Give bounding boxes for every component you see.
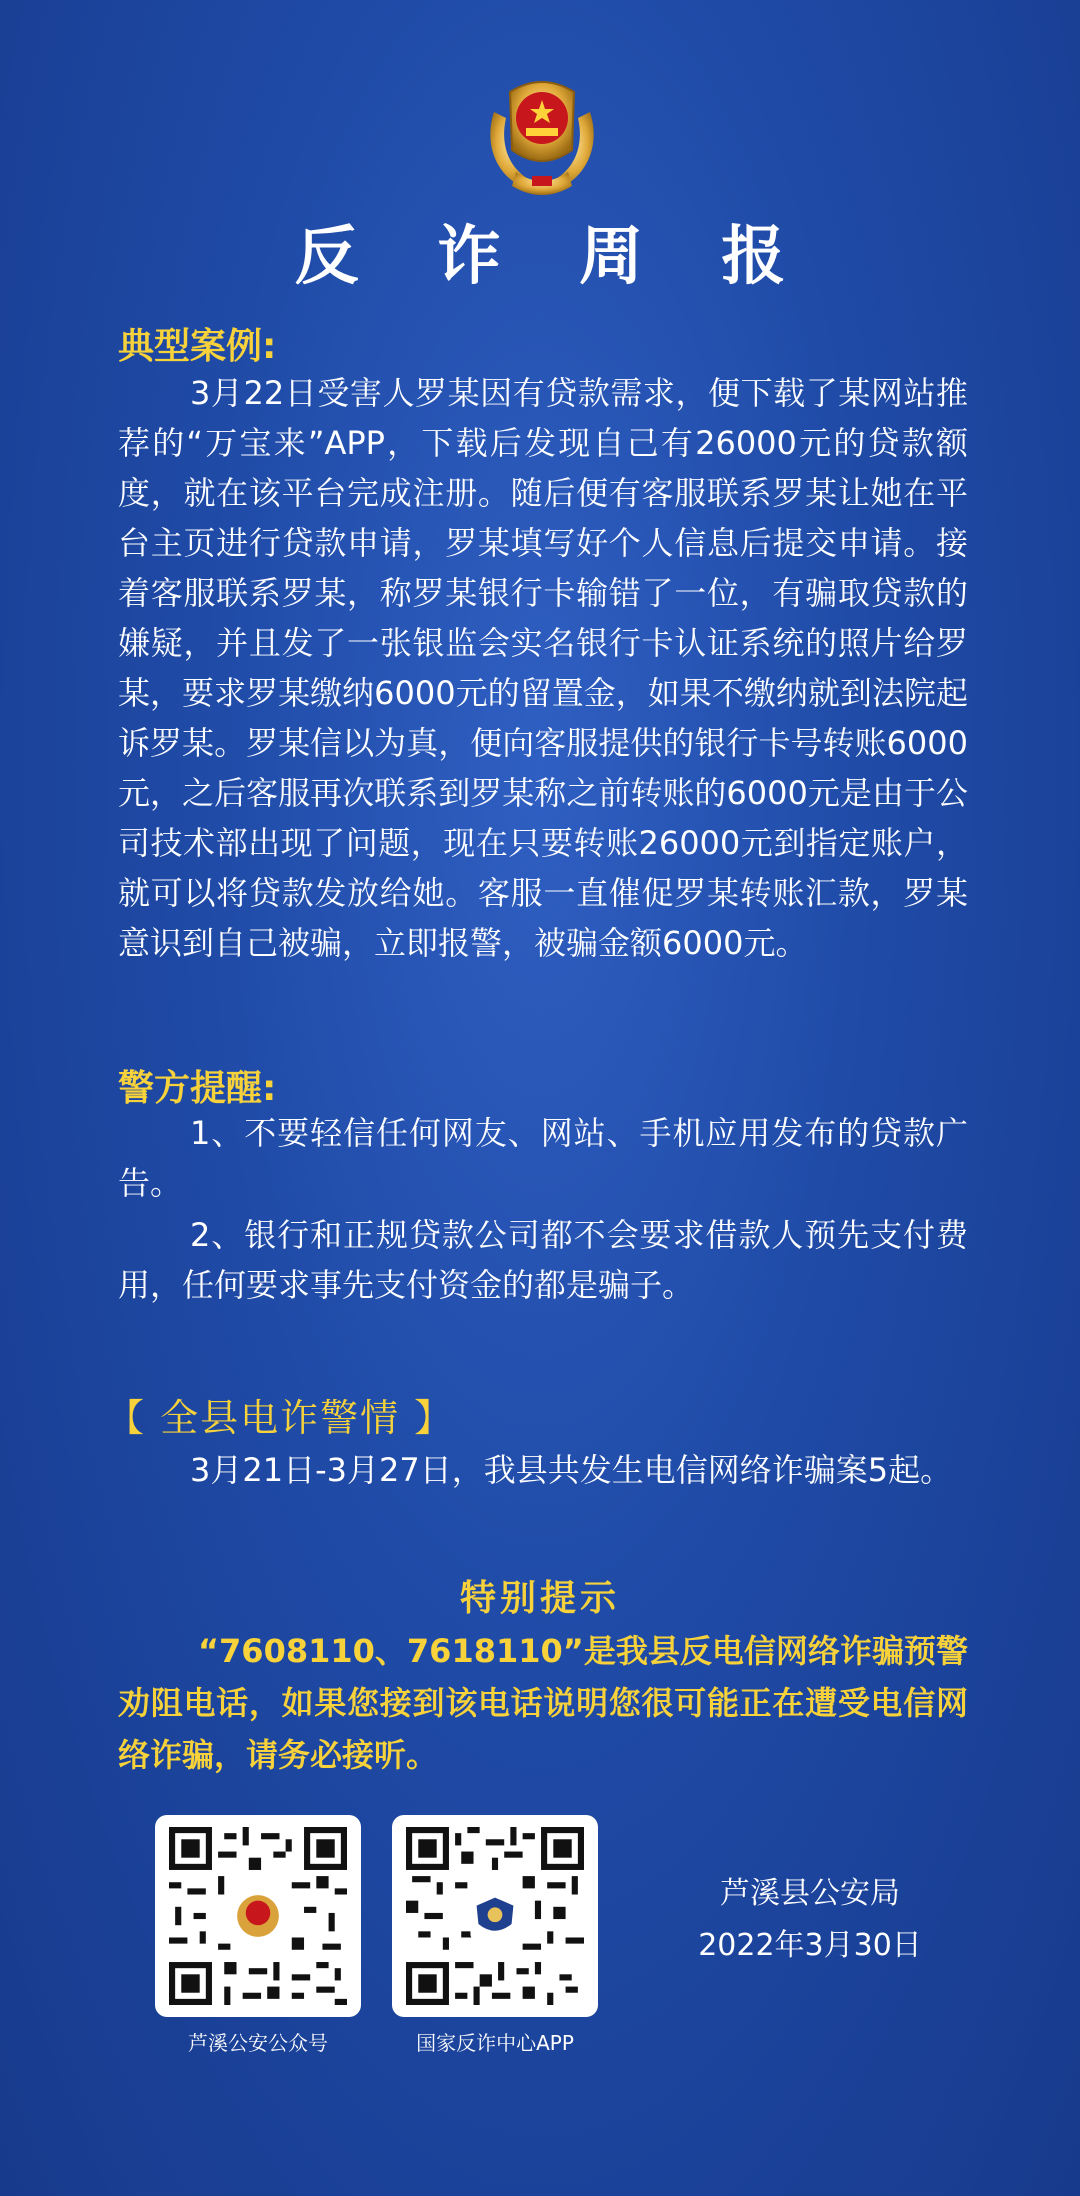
signature-org: 芦溪县公安局 [720, 1876, 900, 1911]
warning-item-1: 1、不要轻信任何网友、网站、手机应用发布的贷款广告。 [118, 1114, 968, 1202]
qr-code-icon [167, 1827, 349, 2005]
special-text: “7608110、7618110”是我县反电信网络诈骗预警劝阻电话，如果您接到该电话说明您很可能正在遭受电信网络诈骗，请务必接听。 [118, 1632, 968, 1774]
qr-code-icon [404, 1827, 586, 2005]
qr-code-app[interactable] [392, 1815, 598, 2017]
case-heading: 典型案例: [118, 326, 277, 367]
qr-code-wechat[interactable] [155, 1815, 361, 2017]
case-text: 3月22日受害人罗某因有贷款需求，便下载了某网站推荐的“万宝来”APP，下载后发现自己有26000元的贷款额度，就在该平台完成注册。随后便有客服联系罗某让她在平台主页进行贷款申请，罗某填写好个人信息后提交申请。接着客服联系罗某，称罗某银行卡输错了一位，有骗取贷款的嫌疑，并且发了一张银监会实名银行卡认证系统的照片给罗某，要求罗某缴纳6000元的留置金，如果不缴纳就到法院起诉罗某。罗某信以为真，便向客服提供的银行卡号转账6000元，之后客服再次联系到罗某称之前转账的6000元是由于公司技术部出现了问题，现在只要转账26000元到指定账户，就可以将贷款发放给她。客服一直催促罗某转账汇款，罗某意识到自己被骗，立即报警，被骗金额6000元。 [118, 374, 968, 962]
county-heading: 【 全县电诈警情 】 [106, 1396, 455, 1440]
warning-item-2: 2、银行和正规贷款公司都不会要求借款人预先支付费用，任何要求事先支付资金的都是骗子。 [118, 1216, 968, 1304]
warning-heading: 警方提醒: [118, 1068, 277, 1109]
police-emblem-icon [480, 72, 604, 200]
signature-date: 2022年3月30日 [698, 1928, 922, 1963]
page-title: 反 诈 周 报 [294, 220, 814, 294]
special-heading: 特别提示 [459, 1578, 620, 1619]
county-text: 3月21日-3月27日，我县共发生电信网络诈骗案5起。 [190, 1451, 953, 1489]
qr-caption-app: 国家反诈中心APP [416, 2031, 574, 2055]
qr-caption-wechat: 芦溪公安公众号 [188, 2031, 328, 2055]
